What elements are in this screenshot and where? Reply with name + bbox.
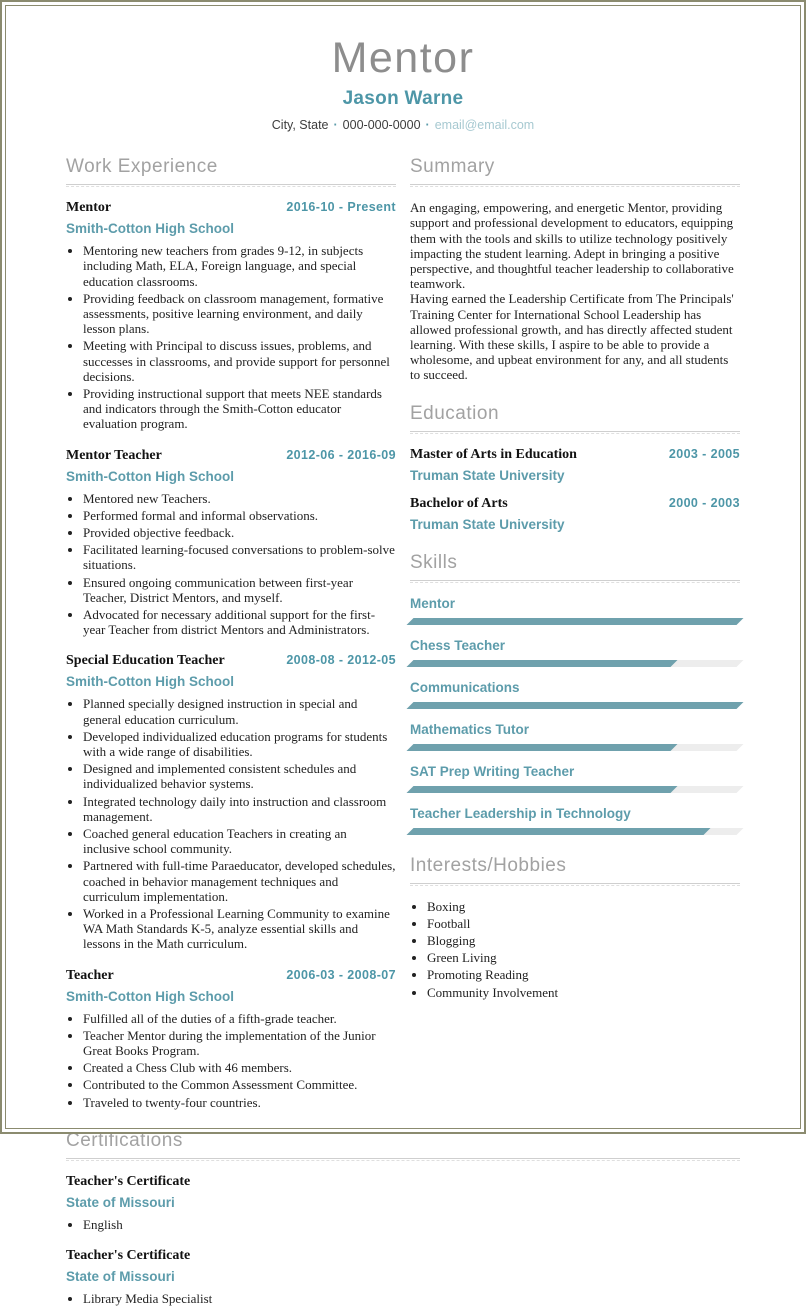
certification-bullet: • Library Media Specialist: [83, 1291, 740, 1306]
skill-bar-fill: [407, 744, 678, 751]
skill-label: SAT Prep Writing Teacher: [410, 763, 575, 779]
job-dates: 2006-03 - 2008-07: [286, 967, 396, 982]
certification-entry: [66, 1248, 740, 1306]
job-bullet: • Coached general education Teachers in creating an inclusive school community.: [83, 826, 396, 856]
certification-entry: [66, 1174, 740, 1232]
skill-label: Mathematics Tutor: [410, 721, 530, 737]
school-name: Truman State University: [410, 467, 565, 483]
contact-location: City, State: [271, 118, 329, 133]
job-bullet: • Mentoring new teachers from grades 9-12, in subjects including Math, ELA, Foreign language, and special education classrooms.: [83, 243, 396, 289]
job-bullet: • Integrated technology daily into instruction and classroom management.: [83, 794, 396, 824]
job-entry: [66, 653, 396, 951]
contact-line: [66, 118, 740, 132]
job-bullet: • Developed individualized education programs for students with a wide range of disabilities.: [83, 729, 396, 759]
job-company: Smith-Cotton High School: [66, 468, 234, 484]
job-title: Mentor Teacher: [66, 447, 162, 463]
contact-email-link[interactable]: email@email.com: [434, 118, 535, 133]
certification-issuer: State of Missouri: [66, 1194, 175, 1210]
skill-row: [410, 722, 740, 751]
job-bullet: • Traveled to twenty-four countries.: [83, 1095, 396, 1110]
certification-issuer: State of Missouri: [66, 1269, 175, 1285]
skill-bar-track: [407, 744, 744, 751]
degree-title: Bachelor of Arts: [410, 495, 508, 511]
job-bullet: • Teacher Mentor during the implementation of the Junior Great Books Program.: [83, 1028, 396, 1058]
job-bullet-list: [66, 243, 396, 431]
interest-item: • Green Living: [427, 950, 740, 965]
job-bullet: • Providing feedback on classroom management, formative assessments, positive learning environment, and daily lesson plans.: [83, 291, 396, 337]
job-bullet: • Designed and implemented consistent schedules and individualized behavior systems.: [83, 761, 396, 791]
summary-paragraph: Having earned the Leadership Certificate from The Principals' Training Center for International School Leadership has allowed professional growth, and has directly affected student learning. With these skills, I aspire to be able to provide a wholesome, and upbeat environment for any, and all students to succeed.: [410, 291, 734, 383]
certification-title: Teacher's Certificate: [66, 1248, 191, 1264]
job-bullet: • Providing instructional support that meets NEE standards and indicators through the Smith-Cotton educator evaluation program.: [83, 386, 396, 432]
skill-bar-track: [407, 618, 744, 625]
school-name: Truman State University: [410, 516, 565, 532]
skill-label: Teacher Leadership in Technology: [410, 805, 631, 821]
section-summary: [410, 156, 740, 382]
skill-bar-track: [407, 786, 744, 793]
job-company: Smith-Cotton High School: [66, 221, 234, 237]
job-bullet: • Performed formal and informal observations.: [83, 508, 396, 523]
job-entry: [66, 968, 396, 1110]
masthead: [66, 36, 740, 132]
skill-label: Chess Teacher: [410, 637, 506, 653]
job-dates: 2012-06 - 2016-09: [286, 447, 396, 462]
work-experience-heading: Work Experience: [66, 156, 396, 185]
skill-label: Communications: [410, 679, 520, 695]
job-bullet: • Advocated for necessary additional support for the first-year Teacher from district Mentors and Administrators.: [83, 607, 396, 637]
skill-bar-track: [407, 702, 744, 709]
job-bullet: • Created a Chess Club with 46 members.: [83, 1060, 396, 1075]
job-dates: 2016-10 - Present: [286, 200, 396, 215]
job-company: Smith-Cotton High School: [66, 988, 234, 1004]
job-bullet: • Contributed to the Common Assessment Committee.: [83, 1077, 396, 1092]
interest-item: • Boxing: [427, 899, 740, 914]
two-column-layout: [66, 156, 740, 1130]
job-title: Special Education Teacher: [66, 653, 225, 669]
job-company: Smith-Cotton High School: [66, 674, 234, 690]
section-certifications: [66, 1130, 740, 1306]
contact-separator: ·: [425, 118, 430, 133]
summary-paragraph: An engaging, empowering, and energetic Mentor, providing support and professional development to educators, equipping them with the tools and skills to utilize technology positively impacting the student learning. Adept in bringing a positive perspective, and thoughtful teacher leadership to collaborative teamwork.: [410, 200, 734, 292]
job-bullet-list: [66, 491, 396, 638]
skill-bar-fill: [407, 660, 678, 667]
certification-title: Teacher's Certificate: [66, 1173, 191, 1189]
section-interests: [410, 855, 740, 1000]
interest-item: • Football: [427, 916, 740, 931]
skill-row: [410, 806, 740, 835]
job-title: Teacher: [66, 967, 114, 983]
skill-row: [410, 596, 740, 625]
education-entry: [410, 447, 740, 483]
skill-bar-fill: [407, 618, 744, 625]
education-dates: 2003 - 2005: [668, 446, 740, 461]
job-bullet: • Facilitated learning-focused conversations to problem-solve situations.: [83, 542, 396, 572]
job-entry: [66, 448, 396, 638]
skill-label: Mentor: [410, 595, 455, 611]
job-bullet: • Partnered with full-time Paraeducator, developed schedules, coached in behavior management techniques and curriculum implementation.: [83, 858, 396, 904]
job-entry: [66, 200, 396, 431]
interests-heading: Interests/Hobbies: [410, 855, 740, 884]
left-column: [66, 156, 396, 1130]
skill-bar-fill: [407, 786, 678, 793]
interest-item: • Promoting Reading: [427, 967, 740, 982]
person-name: Jason Warne: [342, 88, 464, 110]
job-bullet: • Meeting with Principal to discuss issues, problems, and successes in classrooms, and provide support for personnel decisions.: [83, 338, 396, 384]
right-column: [410, 156, 740, 1130]
interests-list: [410, 899, 740, 1000]
contact-phone: 000-000-0000: [342, 118, 421, 133]
certification-bullet-list: [66, 1217, 740, 1232]
section-education: [410, 403, 740, 532]
job-dates: 2008-08 - 2012-05: [286, 653, 396, 668]
job-bullet: • Ensured ongoing communication between first-year Teacher, District Mentors, and myself.: [83, 575, 396, 605]
job-bullet: • Provided objective feedback.: [83, 525, 396, 540]
job-bullet-list: [66, 696, 396, 951]
job-bullet: • Worked in a Professional Learning Community to examine WA Math Standards K-5, analyze essential skills and lessons in the Math curriculum.: [83, 906, 396, 952]
education-dates: 2000 - 2003: [668, 495, 740, 510]
job-title: Mentor: [66, 200, 112, 216]
job-bullet: • Planned specially designed instruction in special and general education curriculum.: [83, 696, 396, 726]
skill-bar-track: [407, 828, 744, 835]
section-skills: [410, 552, 740, 835]
skill-bar-track: [407, 660, 744, 667]
resume-title: Mentor: [331, 34, 475, 82]
summary-heading: Summary: [410, 156, 740, 185]
interest-item: • Blogging: [427, 933, 740, 948]
interest-item: • Community Involvement: [427, 985, 740, 1000]
education-heading: Education: [410, 403, 740, 432]
skill-bar-fill: [407, 702, 744, 709]
skill-row: [410, 638, 740, 667]
certification-bullet-list: [66, 1291, 740, 1306]
skill-bar-fill: [407, 828, 711, 835]
skill-row: [410, 764, 740, 793]
contact-separator: ·: [333, 118, 338, 133]
job-bullet: • Fulfilled all of the duties of a fifth-grade teacher.: [83, 1011, 396, 1026]
job-bullet-list: [66, 1011, 396, 1110]
certifications-heading: Certifications: [66, 1130, 740, 1159]
education-entry: [410, 496, 740, 532]
section-work-experience: [66, 156, 396, 1110]
certification-bullet: • English: [83, 1217, 740, 1232]
degree-title: Master of Arts in Education: [410, 446, 577, 462]
skill-row: [410, 680, 740, 709]
job-bullet: • Mentored new Teachers.: [83, 491, 396, 506]
skills-heading: Skills: [410, 552, 740, 581]
